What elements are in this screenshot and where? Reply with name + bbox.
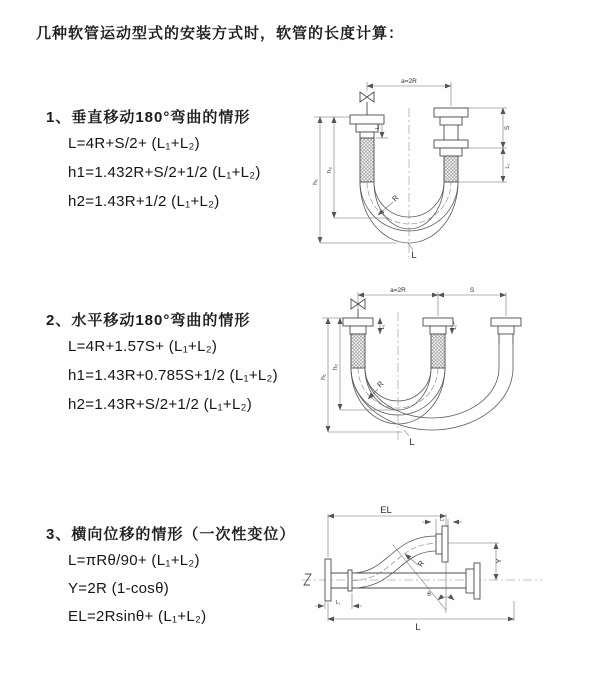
length-label: L: [411, 250, 417, 261]
page-title: 几种软管运动型式的安装方式时，软管的长度计算：: [36, 25, 405, 42]
section-1-heading: 1、垂直移动180°弯曲的情形: [46, 109, 251, 126]
section-3-heading: 3、横向位移的情形（一次性变位）: [46, 526, 296, 543]
dim-label-y: Y: [494, 558, 503, 564]
length-label: L: [409, 437, 415, 448]
section-1-formula-h1: h1=1.432R+S/2+1/2 (L₁+L₂): [68, 164, 261, 181]
right-pipe-fitting: [434, 108, 468, 182]
dimension-lines: [322, 292, 506, 436]
radius-label: R: [415, 558, 427, 569]
section-3-formula-L: L=πRθ/90+ (L₁+L₂): [68, 552, 200, 569]
s-curve-hose: [352, 526, 448, 588]
dim-label-l1: L₁: [380, 324, 386, 330]
dim-label-l: L: [415, 622, 421, 633]
section-2-formula-L: L=4R+1.57S+ (L₁+L₂): [68, 338, 218, 355]
dim-label-l1: L₁: [375, 124, 381, 130]
dim-label-l2: L₂: [452, 324, 458, 330]
dim-label-h2: h₂: [332, 363, 339, 371]
section-3-formula-EL: EL=2Rsinθ+ (L₁+L₂): [68, 608, 207, 625]
diagram-horizontal-180-bend: [310, 282, 542, 448]
diagram-lateral-displacement: [296, 503, 560, 637]
dim-label-h1: h₁: [320, 374, 327, 380]
diagram-vertical-180-bend: [298, 70, 530, 262]
section-3-formula-Y: Y=2R (1-cosθ): [68, 580, 170, 597]
radius-label: R: [375, 379, 386, 390]
radius-label: R: [390, 193, 401, 204]
dimension-lines: [315, 514, 514, 621]
section-2-heading: 2、水平移动180°弯曲的情形: [46, 312, 251, 329]
valve-icon: [360, 92, 374, 115]
angle-label: θ: [427, 591, 431, 598]
dim-label-s: S: [504, 125, 511, 131]
dimension-lines: [314, 82, 507, 250]
dim-label-h1: h₁: [312, 179, 319, 185]
break-symbol: [304, 574, 311, 585]
left-pipe-fitting: [343, 318, 373, 368]
middle-pipe-fitting: [423, 318, 453, 368]
section-2-formula-h2: h2=1.43R+S/2+1/2 (L₁+L₂): [68, 396, 253, 413]
dim-label-l2: L₂: [505, 163, 511, 169]
section-1-formula-h2: h2=1.43R+1/2 (L₁+L₂): [68, 193, 220, 210]
dim-label-l1: L₁: [335, 600, 341, 606]
dim-label-a2r: a=2R: [390, 287, 406, 294]
dim-label-a2r: a=2R: [401, 78, 417, 85]
dim-label-h2: h₂: [326, 166, 333, 174]
dim-label-el: EL: [380, 505, 392, 516]
dim-label-s: S: [469, 287, 475, 294]
section-2-formula-h1: h1=1.43R+0.785S+1/2 (L₁+L₂): [68, 367, 278, 384]
dim-label-l2: L₂: [439, 516, 445, 523]
section-1-formula-L: L=4R+S/2+ (L₁+L₂): [68, 135, 200, 152]
right-pipe-fitting: [491, 318, 521, 344]
